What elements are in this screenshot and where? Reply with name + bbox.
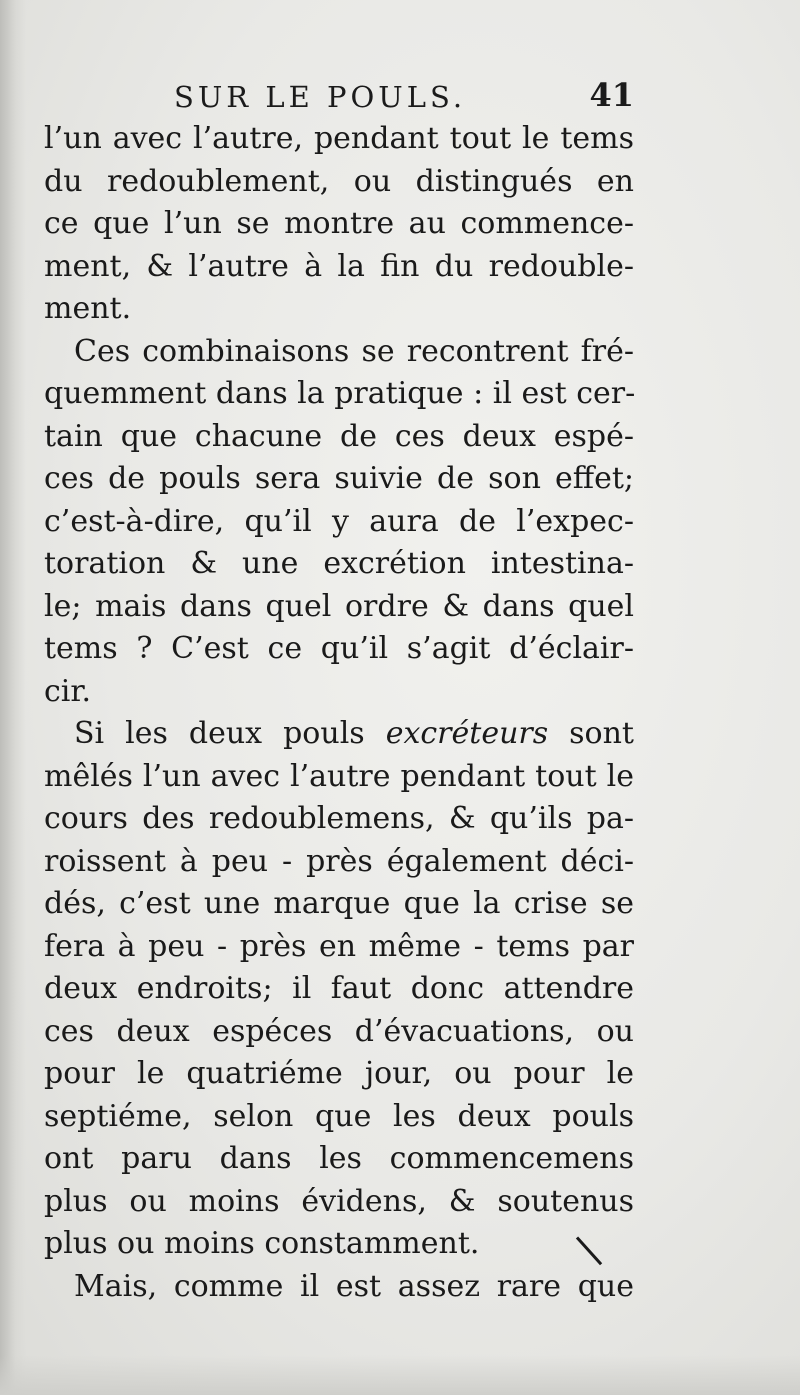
text-line: du redoublement, ou distingués en xyxy=(44,163,634,199)
text-line: plus ou moins constamment. xyxy=(44,1226,480,1261)
text-line: dés, c’est une marque que la crise se xyxy=(44,886,634,921)
text-line: ont paru dans les commencemens xyxy=(44,1141,634,1176)
text-line: deux endroits; il faut donc attendre xyxy=(44,971,634,1006)
text-line: plus ou moins évidens, & soutenus xyxy=(44,1183,634,1219)
text-line: toration & une excrétion intestina- xyxy=(44,546,634,581)
text-line: fera à peu - près en même - tems par xyxy=(44,928,634,964)
text-line: l’un avec l’autre, pendant tout le tems xyxy=(44,121,634,156)
text-line: ment. xyxy=(44,291,132,326)
text-fragment: sont xyxy=(569,716,634,751)
text-line: tems ? C’est ce qu’il s’agit d’éclair- xyxy=(44,631,634,666)
text-line: ment, & l’autre à la fin du redouble- xyxy=(44,248,634,284)
page-number: 41 xyxy=(589,76,634,114)
text-line: septiéme, selon que les deux pouls xyxy=(44,1098,634,1134)
text-line: roissent à peu - près également déci- xyxy=(44,843,634,879)
text-line: ce que l’un se montre au commence- xyxy=(44,206,634,241)
text-line: ces deux espéces d’évacuations, ou xyxy=(44,1013,634,1049)
page-bottom-shadow xyxy=(0,1355,800,1395)
page-edge-shadow xyxy=(0,0,26,1395)
text-line: quemment dans la pratique : il est cer- xyxy=(44,376,636,411)
text-line: Ces combinaisons se recontrent fré- xyxy=(74,333,634,369)
text-line: mêlés l’un avec l’autre pendant tout le xyxy=(44,758,634,794)
text-line: c’est-à-dire, qu’il y aura de l’expec- xyxy=(44,503,634,539)
body-text xyxy=(44,118,634,1308)
text-line: Mais, comme il est assez rare que xyxy=(74,1268,634,1304)
text-line: le; mais dans quel ordre & dans quel xyxy=(44,588,634,624)
text-line: cours des redoublemens, & qu’ils pa- xyxy=(44,801,634,836)
text-line: ces de pouls sera suivie de son effet; xyxy=(44,461,634,496)
text-fragment: Si les deux pouls xyxy=(74,716,365,751)
italic-term: excréteurs xyxy=(385,716,549,751)
text-line: cir. xyxy=(44,673,91,709)
text-line: tain que chacune de ces deux espé- xyxy=(44,418,634,454)
running-title: SUR LE POULS. xyxy=(174,80,467,114)
page-header xyxy=(44,74,634,118)
text-line-mixed xyxy=(44,713,634,756)
text-line: pour le quatriéme jour, ou pour le xyxy=(44,1056,634,1091)
